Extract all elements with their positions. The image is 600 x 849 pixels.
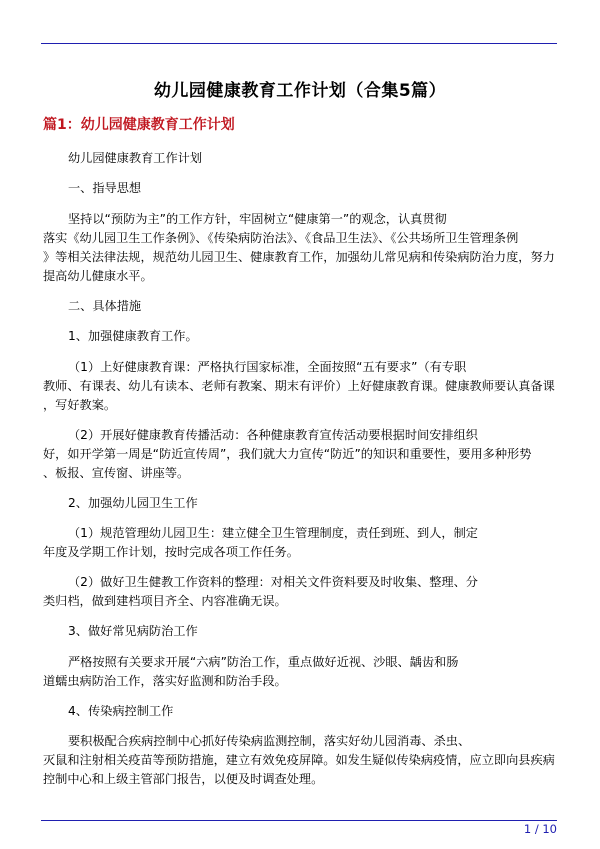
paragraph-line: ，写好教案。 (43, 398, 117, 412)
paragraph-line: 好，如开学第一周是“防近宣传周”，我们就大力宣传“防近”的知识和重要性，要用多种形势 (43, 447, 532, 461)
subtitle-line: 幼儿园健康教育工作计划 (68, 151, 203, 165)
paragraph-line: 坚持以“预防为主”的工作方针，牢固树立“健康第一”的观念，认真贯彻 (68, 212, 447, 226)
paragraph-line: （2）开展好健康教育传播活动：各种健康教育宣传活动要根据时间安排组织 (68, 428, 478, 442)
paragraph-line: 类归档，做到建档项目齐全、内容准确无误。 (43, 594, 287, 608)
paragraph-line: 道蠕虫病防治工作，落实好监测和防治手段。 (43, 674, 287, 688)
paragraph-line: 》等相关法律法规，规范幼儿园卫生、健康教育工作，加强幼儿常见病和传染病防治力度，努力 (43, 250, 555, 264)
paragraph-line: （1）上好健康教育课：严格执行国家标准，全面按照“五有要求”（有专职 (68, 360, 467, 374)
section-heading: 篇1：幼儿园健康教育工作计划 (43, 117, 235, 133)
heading-item-3: 3、做好常见病防治工作 (68, 624, 198, 638)
paragraph-line: 控制中心和上级主管部门报告，以便及时调查处理。 (43, 772, 324, 786)
heading-guiding: 一、指导思想 (68, 181, 142, 195)
paragraph-line: （2）做好卫生健教工作资料的整理：对相关文件资料要及时收集、整理、分 (68, 575, 478, 589)
paragraph-line: （1）规范管理幼儿园卫生：建立健全卫生管理制度，责任到班、到人，制定 (68, 526, 478, 540)
heading-measures: 二、具体措施 (68, 299, 142, 313)
paragraph-line: 落实《幼儿园卫生工作条例》、《传染病防治法》、《食品卫生法》、《公共场所卫生管理条例 (43, 231, 519, 245)
document-title: 幼儿园健康教育工作计划（合集5篇） (153, 81, 447, 101)
paragraph-line: 年度及学期工作计划，按时完成各项工作任务。 (43, 545, 299, 559)
paragraph-line: 灭鼠和注射相关疫苗等预防措施，建立有效免疫屏障。如发生疑似传染病疫情，应立即向县疾病 (43, 753, 555, 767)
heading-item-1: 1、加强健康教育工作。 (68, 329, 198, 343)
footer-rule (41, 820, 557, 821)
page-indicator: 1 / 10 (523, 822, 557, 836)
heading-item-2: 2、加强幼儿园卫生工作 (68, 496, 198, 510)
header-rule (41, 43, 557, 44)
paragraph-line: 、板报、宣传窗、讲座等。 (43, 466, 190, 480)
paragraph-line: 要积极配合疾病控制中心抓好传染病监测控制，落实好幼儿园消毒、杀虫、 (68, 734, 471, 748)
paragraph-line: 提高幼儿健康水平。 (43, 269, 153, 283)
paragraph-line: 教师、有课表、幼儿有读本、老师有教案、期末有评价）上好健康教育课。健康教师要认真备课 (43, 379, 555, 393)
paragraph-line: 严格按照有关要求开展“六病”防治工作，重点做好近视、沙眼、龋齿和肠 (68, 655, 459, 669)
heading-item-4: 4、传染病控制工作 (68, 704, 174, 718)
